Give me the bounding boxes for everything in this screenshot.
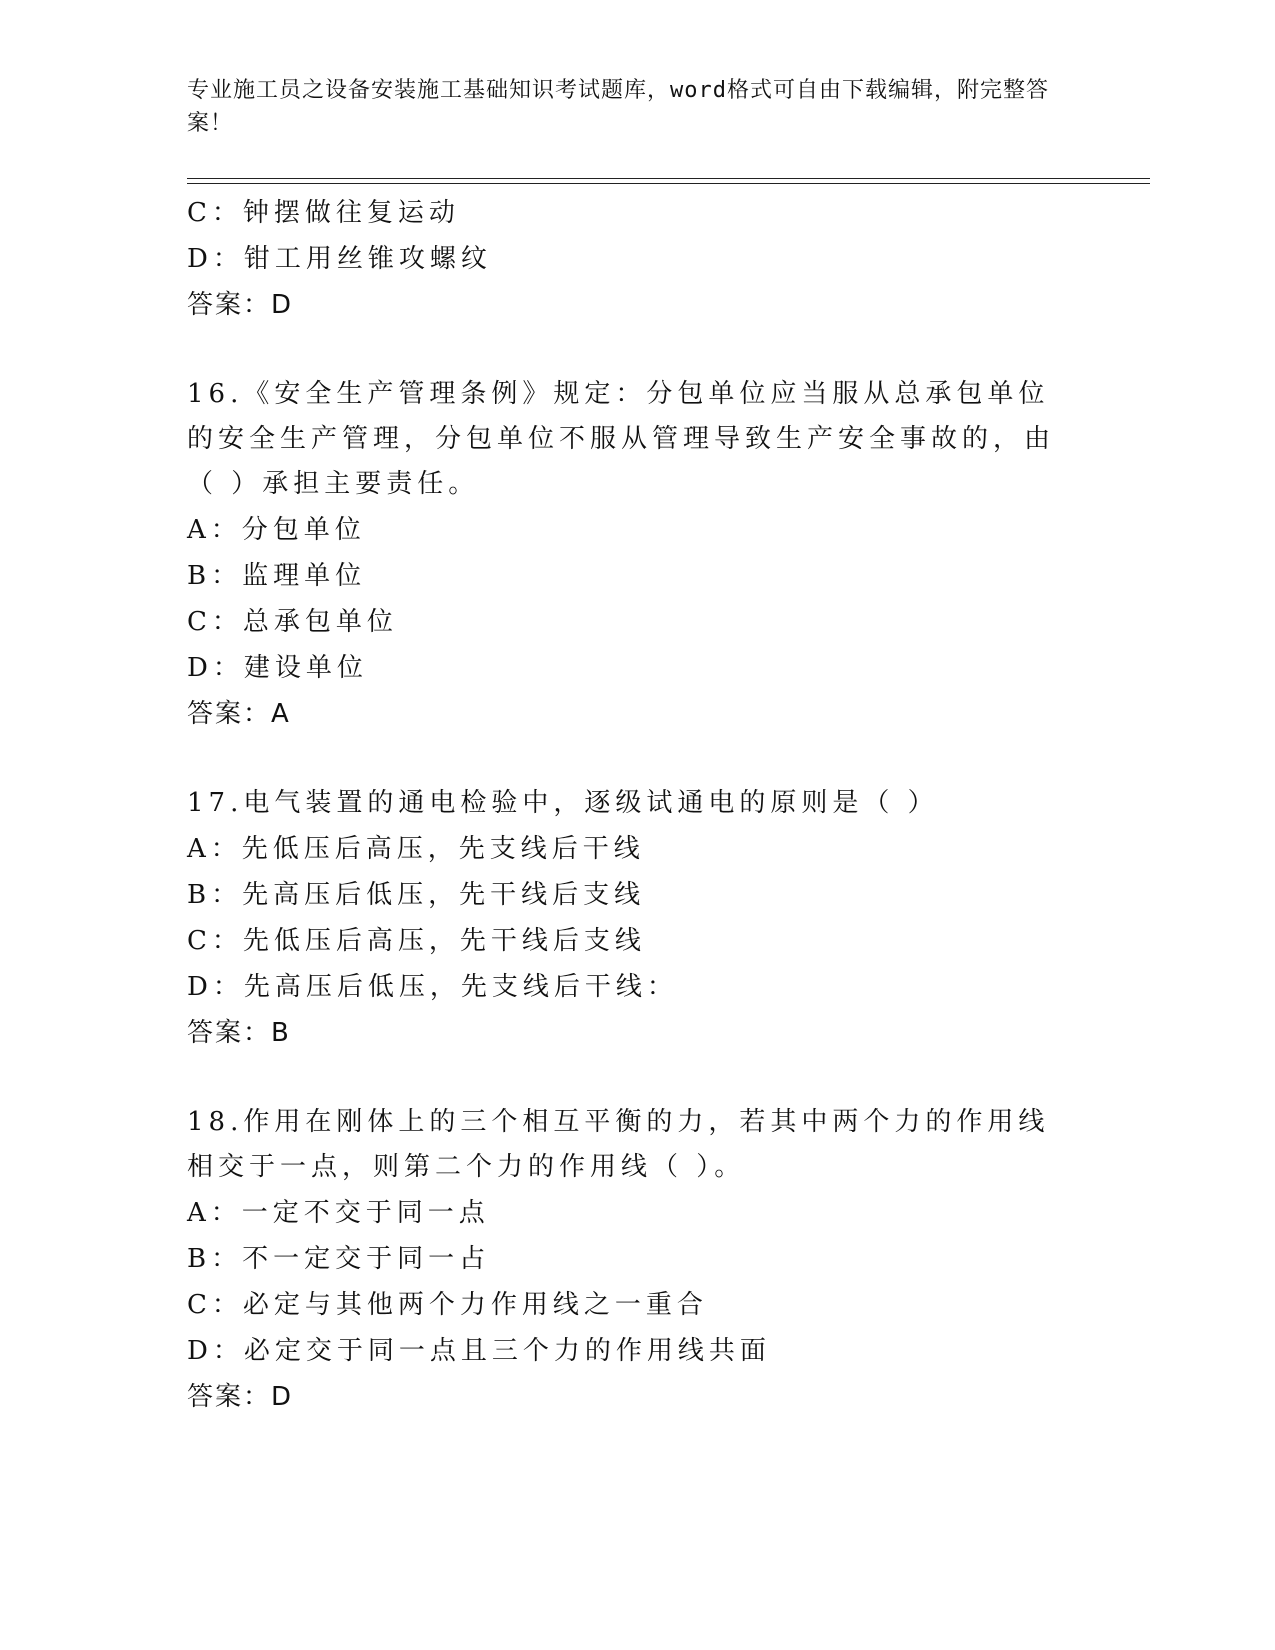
document-header: 专业施工员之设备安装施工基础知识考试题库，word格式可自由下载编辑，附完整答案！	[187, 78, 1049, 136]
option-c: C：钟摆做往复运动	[187, 198, 460, 228]
option-b: B：先高压后低压，先干线后支线	[187, 880, 646, 910]
question-text: 17.电气装置的通电检验中，逐级试通电的原则是（ ）	[187, 788, 939, 818]
answer-line: 答案：D	[187, 290, 294, 320]
question-text: 18.作用在刚体上的三个相互平衡的力，若其中两个力的作用线相交于一点，则第二个力的作用线（ ）。	[187, 1107, 1050, 1182]
option-d: D：先高压后低压，先支线后干线：	[187, 972, 678, 1002]
option-a: A：分包单位	[187, 515, 366, 545]
option-b: B：监理单位	[187, 561, 367, 591]
question-16	[187, 372, 1087, 737]
option-d: D：建设单位	[187, 653, 368, 683]
question-text: 16.《安全生产管理条例》规定：分包单位应当服从总承包单位的安全生产管理，分包单位不服从管理导致生产安全事故的，由（ ）承担主要责任。	[187, 379, 1056, 499]
question-18	[187, 1100, 1087, 1420]
question-list	[187, 190, 1087, 1420]
option-c: C：总承包单位	[187, 607, 398, 637]
option-d: D：必定交于同一点且三个力的作用线共面	[187, 1336, 771, 1366]
option-c: C：先低压后高压，先干线后支线	[187, 926, 646, 956]
header-divider-top	[187, 178, 1150, 179]
answer-line: 答案：B	[187, 1018, 291, 1048]
option-b: B：不一定交于同一占	[187, 1244, 491, 1274]
option-a: A：先低压后高压，先支线后干线	[187, 834, 645, 864]
option-c: C：必定与其他两个力作用线之一重合	[187, 1290, 708, 1320]
answer-line: 答案：A	[187, 699, 291, 729]
answer-line: 答案：D	[187, 1382, 294, 1412]
option-a: A：一定不交于同一点	[187, 1198, 490, 1228]
header-divider-bottom	[187, 183, 1150, 184]
question-17	[187, 781, 1087, 1056]
option-d: D：钳工用丝锥攻螺纹	[187, 244, 492, 274]
prev-question	[187, 190, 1087, 328]
